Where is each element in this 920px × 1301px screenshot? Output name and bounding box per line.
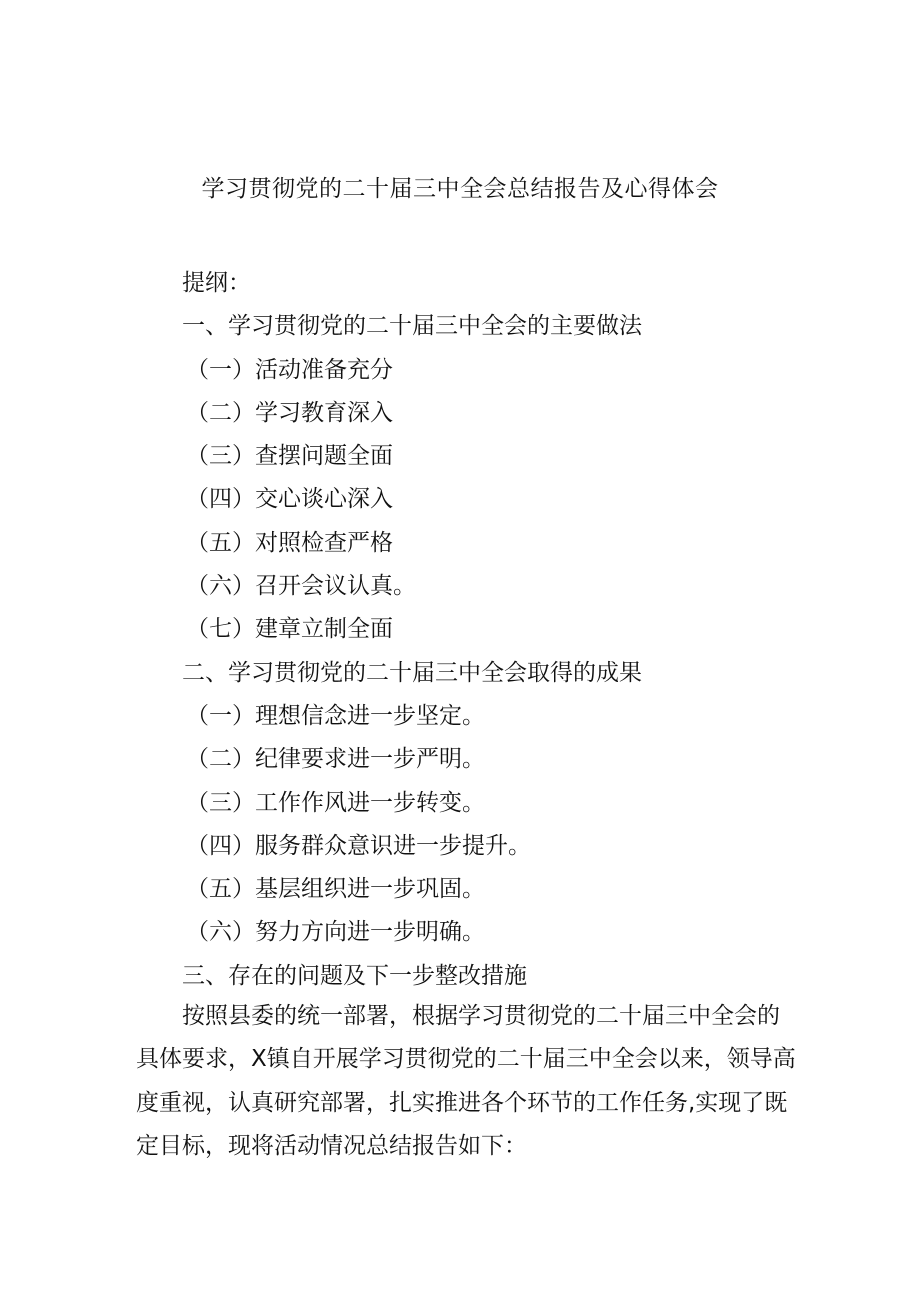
section-2-item: （六）努力方向进一步明确。: [186, 919, 485, 946]
document-title: 学习贯彻党的二十届三中全会总结报告及心得体会: [201, 176, 719, 202]
section-2-item: （四）服务群众意识进一步提升。: [186, 832, 531, 859]
body-paragraph: [136, 995, 796, 1168]
outline-label: 提纲：: [182, 270, 251, 296]
section-heading-2: 二、学习贯彻党的二十届三中全会取得的成果: [182, 659, 642, 686]
paragraph-line: 具体要求，X镇自开展学习贯彻党的二十届三中全会以来，领导高: [136, 1046, 796, 1073]
paragraph-line: 按照县委的统一部署，根据学习贯彻党的二十届三中全会的: [182, 1003, 780, 1029]
section-heading-1: 一、学习贯彻党的二十届三中全会的主要做法: [182, 313, 642, 340]
section-1-item: （五）对照检查严格: [186, 529, 393, 556]
section-1-item: （二）学习教育深入: [186, 399, 393, 426]
section-2-item: （一）理想信念进一步坚定。: [186, 702, 485, 729]
section-heading-3: 三、存在的问题及下一步整改措施: [182, 962, 527, 989]
section-2-item: （二）纪律要求进一步严明。: [186, 746, 485, 773]
section-1-item: （四）交心谈心深入: [186, 486, 393, 513]
section-2-item: （五）基层组织进一步巩固。: [186, 876, 485, 903]
outline-list: [182, 262, 642, 998]
paragraph-line: 度重视，认真研究部署，扎实推进各个环节的工作任务,实现了既: [136, 1089, 788, 1116]
paragraph-line: 定目标，现将活动情况总结报告如下：: [136, 1132, 527, 1159]
section-2-item: （三）工作作风进一步转变。: [186, 789, 485, 816]
section-1-item: （七）建章立制全面: [186, 616, 393, 643]
section-1-item: （一）活动准备充分: [186, 356, 393, 383]
section-1-item: （三）查摆问题全面: [186, 443, 393, 470]
section-1-item: （六）召开会议认真。: [186, 573, 416, 600]
